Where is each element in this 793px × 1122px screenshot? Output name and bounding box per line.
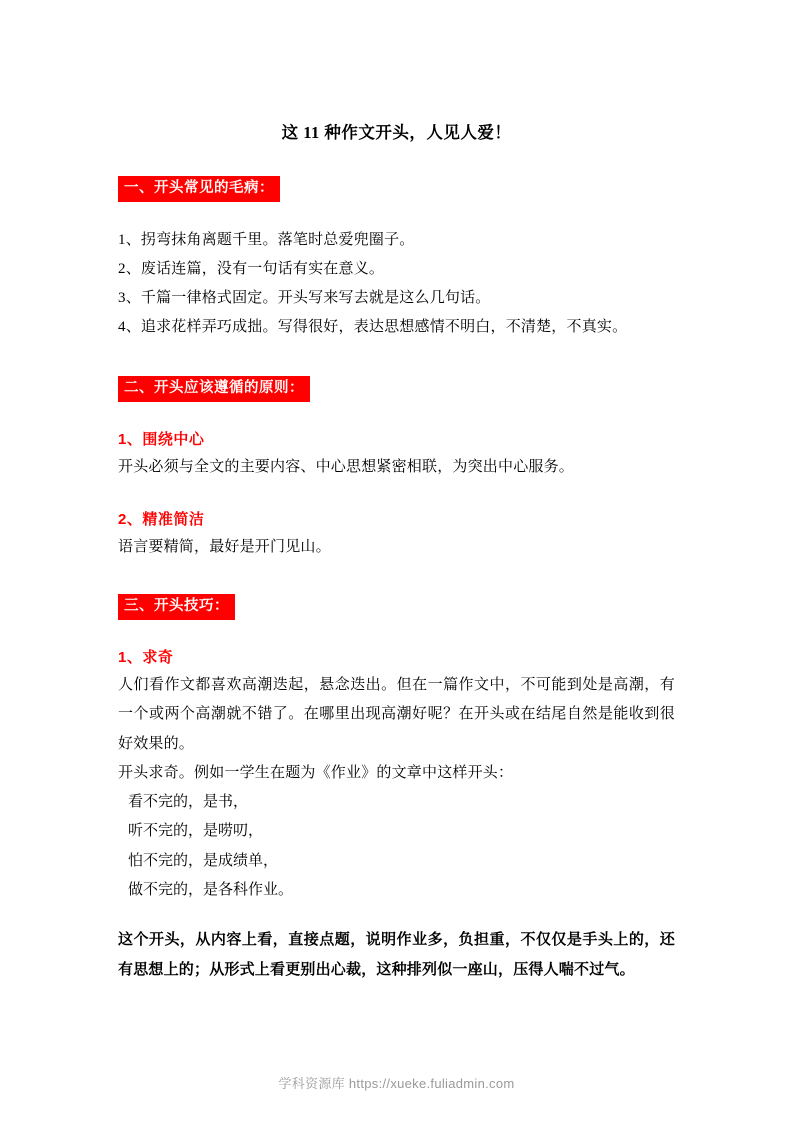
poem-line: 怕不完的，是成绩单， <box>128 852 279 869</box>
subsection-text-2-2: 语言要精简，最好是开门见山。 <box>118 538 331 555</box>
subsection-paragraph-2: 开头求奇。例如一学生在题为《作业》的文章中这样开头： <box>118 764 514 781</box>
subsection-text-2-1: 开头必须与全文的主要内容、中心思想紧密相联，为突出中心服务。 <box>118 458 575 475</box>
subsection-title-2-1: 1、围绕中心 <box>118 430 205 448</box>
poem-line: 听不完的，是唠叨， <box>128 823 264 840</box>
list-item: 2、废话连篇，没有一句话有实在意义。 <box>118 261 385 278</box>
poem-block <box>118 788 675 905</box>
poem-line: 看不完的，是书， <box>128 794 249 811</box>
poem-line: 做不完的，是各科作业。 <box>128 881 294 898</box>
list-item: 4、追求花样弄巧成拙。写得很好，表达思想感情不明白，不清楚，不真实。 <box>118 318 628 335</box>
section-heading-1-wrapper <box>118 176 675 202</box>
subsection-title-3-1: 1、求奇 <box>118 649 174 667</box>
section-heading-2: 二、开头应该遵循的原则： <box>118 376 310 402</box>
subsection-title-2-2: 2、精准简洁 <box>118 510 205 528</box>
section-heading-3-wrapper <box>118 594 675 620</box>
section-1-list <box>118 226 675 341</box>
spacer <box>118 905 675 925</box>
list-item: 1、拐弯抹角离题千里。落笔时总爱兜圈子。 <box>118 232 415 249</box>
footer-watermark: 学科资源库 https://xueke.fuliadmin.com <box>278 1076 515 1091</box>
subsection-paragraph-1: 人们看作文都喜欢高潮迭起，悬念迭出。但在一篇作文中，不可能到处是高潮，有一个或两个高潮就不错了。在哪里出现高潮好呢？在开头或在结尾自然是能收到很好效果的。 <box>118 677 675 752</box>
list-item: 3、千篇一律格式固定。开头写来写去就是这么几句话。 <box>118 290 491 306</box>
section-heading-1: 一、开头常见的毛病： <box>118 176 280 202</box>
page-title: 这 11 种作文开头，人见人爱！ <box>281 123 512 142</box>
section-heading-3: 三、开头技巧： <box>118 594 235 620</box>
section-heading-2-wrapper <box>118 376 675 402</box>
closing-paragraph: 这个开头，从内容上看，直接点题，说明作业多，负担重，不仅仅是手头上的，还有思想上的；从形式上看更别出心裁，这种排列似一座山，压得人喘不过气。 <box>118 932 675 979</box>
